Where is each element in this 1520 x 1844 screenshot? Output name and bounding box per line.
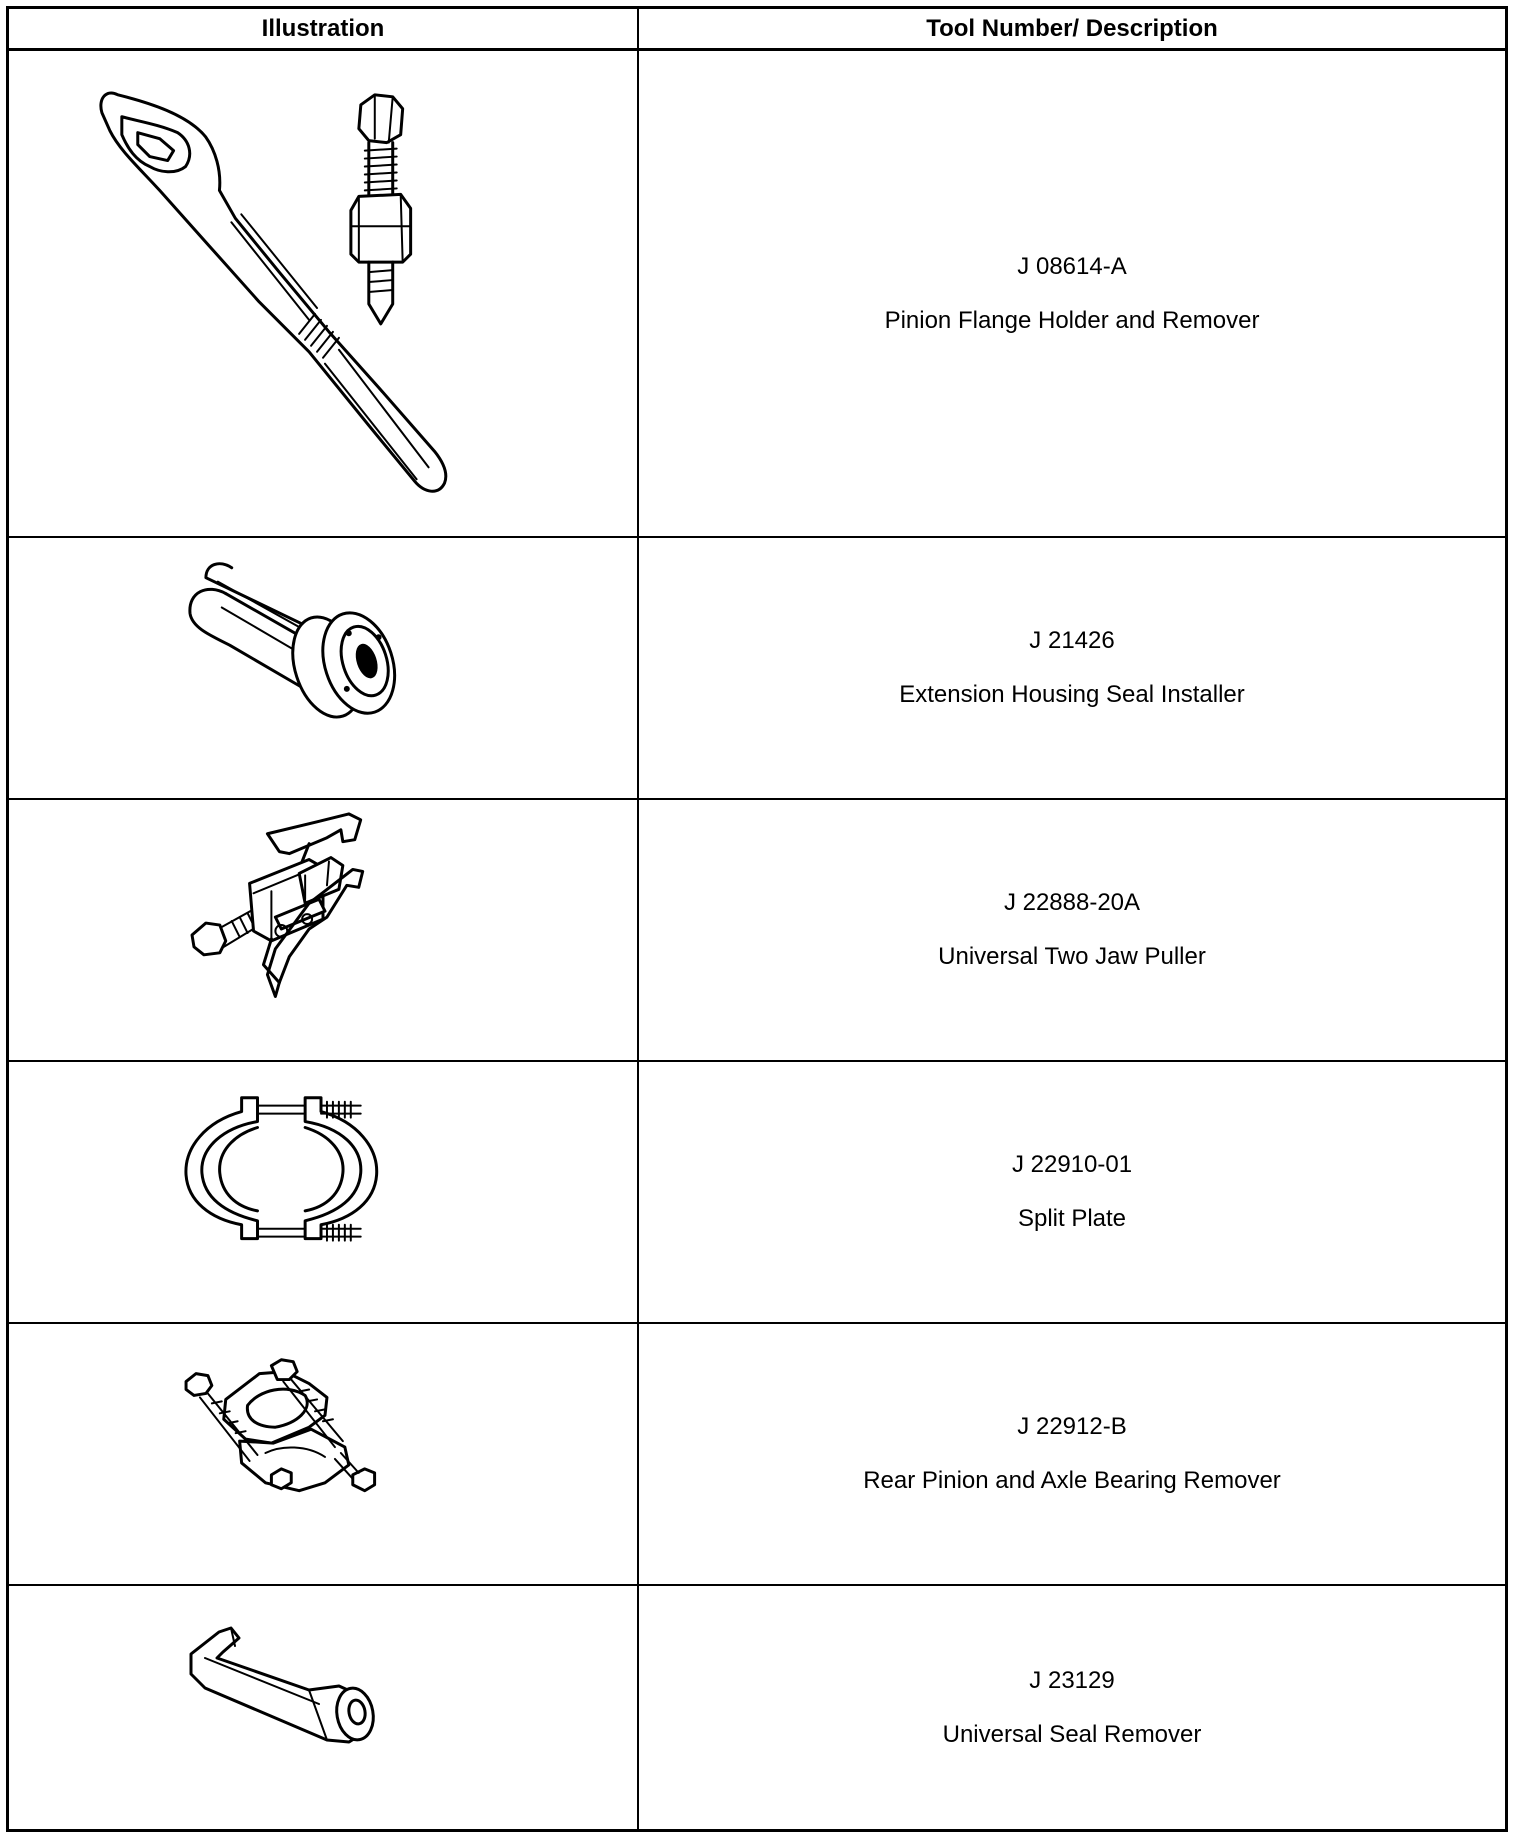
special-tools-table (6, 6, 1508, 1832)
tool-number: J 22910-01 (1011, 1151, 1133, 1178)
seal-remover-icon (9, 1586, 637, 1829)
table-row (9, 51, 1505, 538)
seal-installer-icon (9, 538, 637, 798)
table-row (9, 1586, 1505, 1829)
tool-number: J 21426 (1029, 627, 1115, 654)
table-row (9, 1062, 1505, 1324)
table-header (9, 9, 1505, 51)
table-row (9, 800, 1505, 1062)
tool-description: Split Plate (1017, 1205, 1127, 1232)
illustration-cell (9, 51, 637, 536)
illustration-cell (9, 800, 637, 1060)
tool-number: J 22888-20A (1003, 889, 1141, 916)
tool-description-cell (639, 51, 1505, 536)
tool-description-cell (639, 800, 1505, 1060)
tool-description-cell (639, 1062, 1505, 1322)
split-plate-icon (9, 1062, 637, 1322)
tool-description-cell (639, 538, 1505, 798)
tool-number: J 22912-B (1017, 1413, 1127, 1440)
illustration-cell (9, 538, 637, 798)
tool-description: Extension Housing Seal Installer (899, 681, 1245, 708)
illustration-cell (9, 1586, 637, 1829)
illustration-cell (9, 1324, 637, 1584)
header-illustration: Illustration (261, 14, 385, 42)
tool-number: J 23129 (1029, 1666, 1115, 1694)
two-jaw-puller-icon (9, 800, 637, 1060)
tool-description-cell (639, 1586, 1505, 1829)
tool-description: Universal Two Jaw Puller (938, 943, 1206, 970)
illustration-cell (9, 1062, 637, 1322)
tool-number: J 08614-A (1017, 252, 1127, 280)
table-row (9, 1324, 1505, 1586)
bearing-remover-icon (9, 1324, 637, 1584)
table-row (9, 538, 1505, 800)
pinion-flange-holder-icon (9, 51, 637, 536)
tool-description: Pinion Flange Holder and Remover (884, 306, 1260, 334)
tool-description: Rear Pinion and Axle Bearing Remover (863, 1467, 1281, 1494)
tool-description-cell (639, 1324, 1505, 1584)
tool-description: Universal Seal Remover (942, 1720, 1202, 1748)
header-tool-number-description: Tool Number/ Description (926, 14, 1218, 42)
